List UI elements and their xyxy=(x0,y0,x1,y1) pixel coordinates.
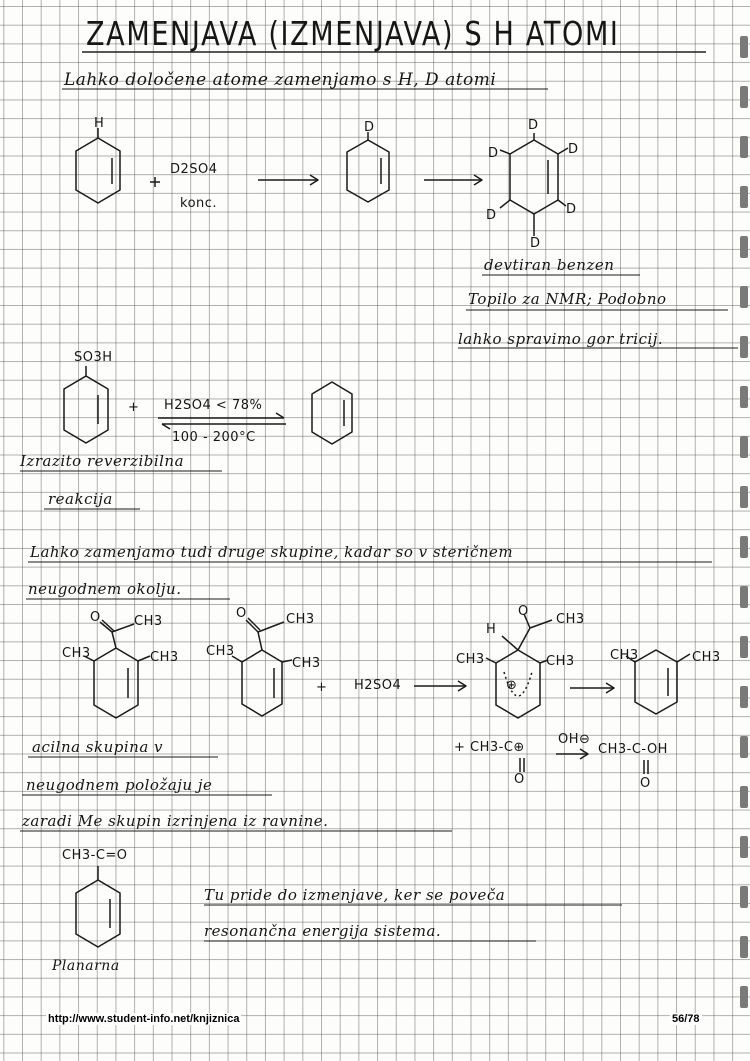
r1-arrow-2 xyxy=(424,175,482,185)
notebook-tab xyxy=(740,586,748,608)
acyl-line-2: neugodnem položaju je xyxy=(26,776,213,794)
r3-acid: CH3-C-OH xyxy=(598,742,668,757)
other-groups-line-2: neugodnem okolju. xyxy=(28,580,182,598)
r3-o-2: O xyxy=(236,606,247,621)
r2-conditions-top: H2SO4 < 78% xyxy=(164,398,263,413)
notebook-tab xyxy=(740,836,748,858)
notebook-tab xyxy=(740,336,748,358)
r3-plus: + xyxy=(316,680,328,695)
r3-oh-ion: OH⊖ xyxy=(558,732,591,747)
notebook-tabs xyxy=(736,0,750,1061)
r3-h-label: H xyxy=(486,622,497,637)
footer-source-link[interactable]: http://www.student-info.net/knjiznica xyxy=(48,1013,240,1025)
r3-ch3-4b: CH3 xyxy=(692,650,721,665)
nmr-note-line-1: Topilo za NMR; Podobno xyxy=(468,290,667,308)
notebook-tab xyxy=(740,36,748,58)
r3-sigma-complex xyxy=(486,614,552,718)
r3-acid-o: O xyxy=(640,776,651,791)
r2-benzene-so3h xyxy=(64,366,108,443)
r1-d-lower-right: D xyxy=(566,202,577,217)
r3-o-1: O xyxy=(90,610,101,625)
notebook-tab xyxy=(740,536,748,558)
r1-reagent: D2SO4 xyxy=(170,162,218,177)
r3-ring-2 xyxy=(232,618,292,716)
r1-benzene-h xyxy=(76,128,120,203)
r3-ch3-3b: CH3 xyxy=(456,652,485,667)
r3-ch3-2b: CH3 xyxy=(206,644,235,659)
r3-ch3-2c: CH3 xyxy=(292,656,321,671)
notebook-tab xyxy=(740,986,748,1008)
r1-d-bottom: D xyxy=(530,236,541,251)
r3-reagent: H2SO4 xyxy=(354,678,402,693)
nmr-note-line-2: lahko spravimo gor tricij. xyxy=(458,330,664,348)
r3-ch3-4a: CH3 xyxy=(610,648,639,663)
notebook-tab xyxy=(740,86,748,108)
r1-d-upper-left: D xyxy=(488,146,499,161)
r3-plus-charge: ⊕ xyxy=(506,678,518,693)
reversible-line-1: Izrazito reverzibilna xyxy=(20,452,185,470)
r3-arrow-1 xyxy=(414,681,466,691)
r3-ch3-3c: CH3 xyxy=(546,654,575,669)
r1-benzene-d xyxy=(347,132,389,202)
other-groups-line-1: Lahko zamenjamo tudi druge skupine, kadar so v steričnem xyxy=(30,543,514,561)
exchange-line-2: resonančna energija sistema. xyxy=(204,922,442,940)
notebook-tab xyxy=(740,736,748,758)
notebook-tab xyxy=(740,286,748,308)
r1-h-label: H xyxy=(94,116,105,131)
acyl-line-3: zaradi Me skupin izrinjena iz ravnine. xyxy=(22,812,329,830)
intro-line: Lahko določene atome zamenjamo s H, D atomi xyxy=(64,70,497,90)
exchange-line-1: Tu pride do izmenjave, ker se poveča xyxy=(204,886,506,904)
r2-conditions-bottom: 100 - 200°C xyxy=(172,430,256,445)
notebook-tab xyxy=(740,186,748,208)
r3-ch3-2a: CH3 xyxy=(286,612,315,627)
deuterated-benzene-label: devtiran benzen xyxy=(484,256,615,274)
r1-d-lower-left: D xyxy=(486,208,497,223)
r3-o-3: O xyxy=(518,604,529,619)
notebook-tab xyxy=(740,236,748,258)
planar-acetyl-group: CH3-C=O xyxy=(62,848,128,863)
notebook-tab xyxy=(740,636,748,658)
r3-acylium: + CH3-C⊕ xyxy=(454,740,525,755)
r3-arrow-2 xyxy=(570,683,614,693)
r1-d-product-label: D xyxy=(364,120,375,135)
page-number: 56/78 xyxy=(672,1013,700,1025)
r2-plus: + xyxy=(128,400,140,415)
r3-ring-1 xyxy=(84,620,150,718)
r3-ch3-1b: CH3 xyxy=(62,646,91,661)
notebook-tab xyxy=(740,136,748,158)
notebook-tab xyxy=(740,486,748,508)
notebook-tab xyxy=(740,686,748,708)
r1-reagent-note: konc. xyxy=(180,196,218,211)
r3-acylium-o: O xyxy=(514,772,525,787)
r1-benzene-d6 xyxy=(500,133,568,236)
reversible-line-2: reakcija xyxy=(48,490,113,508)
notebook-tab xyxy=(740,786,748,808)
notebook-tab xyxy=(740,436,748,458)
r3-product-xylene xyxy=(626,650,690,714)
r3-arrow-3 xyxy=(556,749,588,759)
r2-substituent: SO3H xyxy=(74,350,113,365)
acyl-line-1: acilna skupina v xyxy=(32,738,164,756)
notebook-tab xyxy=(740,886,748,908)
r2-equilibrium-arrows xyxy=(158,413,286,429)
notebook-tab xyxy=(740,936,748,958)
r3-ch3-3a: CH3 xyxy=(556,612,585,627)
r2-benzene xyxy=(312,382,352,444)
planar-benzene xyxy=(76,866,120,947)
r1-arrow-1 xyxy=(258,175,318,185)
r1-d-upper-right: D xyxy=(568,142,579,157)
page-title: ZAMENJAVA (IZMENJAVA) S H ATOMI xyxy=(86,14,620,53)
planar-label: Planarna xyxy=(52,958,120,974)
r1-d-top: D xyxy=(528,118,539,133)
notebook-tab xyxy=(740,386,748,408)
r3-ch3-1c: CH3 xyxy=(150,650,179,665)
r3-ch3-1a: CH3 xyxy=(134,614,163,629)
